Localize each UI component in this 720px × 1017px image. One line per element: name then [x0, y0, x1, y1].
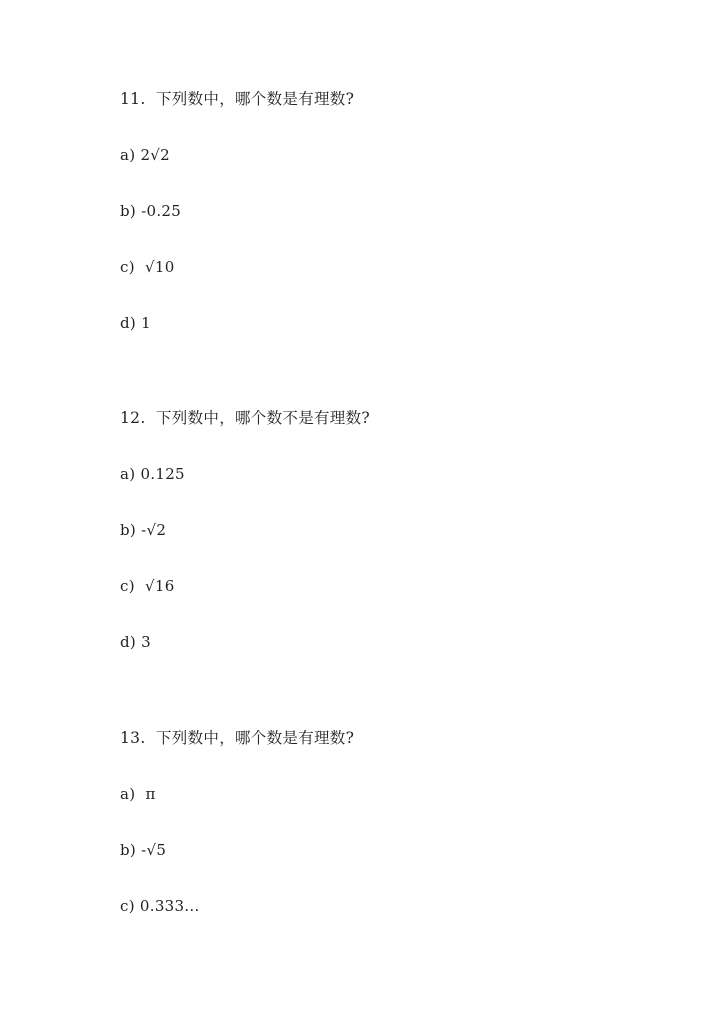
question-12-prompt: 12. 下列数中，哪个数不是有理数? — [120, 409, 371, 427]
question-11-option-d: d) 1 — [120, 314, 151, 332]
question-12-option-d: d) 3 — [120, 633, 151, 651]
question-11-option-b: b) -0.25 — [120, 202, 182, 220]
question-13-option-b: b) -√5 — [120, 841, 167, 859]
question-13-option-c: c) 0.333... — [120, 897, 200, 915]
question-12-option-a: a) 0.125 — [120, 465, 185, 483]
question-13-prompt: 13. 下列数中，哪个数是有理数? — [120, 729, 355, 747]
question-13-option-a: a) π — [120, 785, 156, 803]
question-11-prompt: 11. 下列数中，哪个数是有理数? — [120, 90, 355, 108]
question-12-option-c: c) √16 — [120, 577, 175, 595]
question-12-option-b: b) -√2 — [120, 521, 167, 539]
question-11-option-c: c) √10 — [120, 258, 175, 276]
question-11-option-a: a) 2√2 — [120, 146, 171, 164]
